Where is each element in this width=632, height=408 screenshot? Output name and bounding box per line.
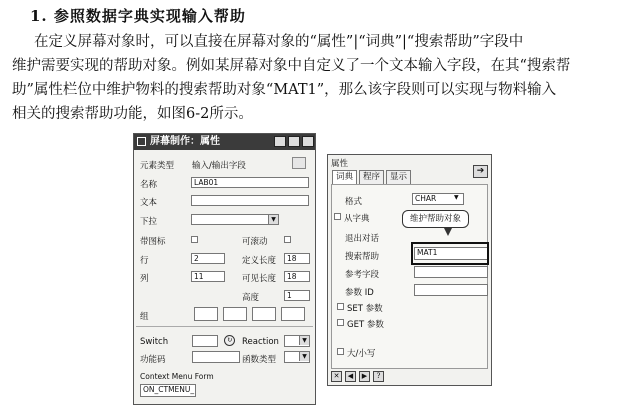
- func-code-field[interactable]: [192, 351, 240, 363]
- context-menu-field[interactable]: ON_CTMENU_: [140, 384, 196, 397]
- callout-pointer: [444, 228, 452, 236]
- maximize-button[interactable]: [288, 136, 300, 147]
- paragraph-line-1: 在定义屏幕对象时，可以直接在屏幕对象的“属性”|“词典”|“搜索帮助”字段中: [34, 34, 524, 50]
- set-param-label: SET 参数: [347, 304, 383, 314]
- ref-field-label: 参考字段: [345, 270, 380, 280]
- set-param-checkbox[interactable]: [337, 303, 344, 310]
- search-help-label: 搜索帮助: [345, 252, 380, 262]
- close-icon[interactable]: ✕: [331, 371, 342, 382]
- tab-dictionary[interactable]: 词典: [332, 170, 357, 185]
- text-label: 文本: [140, 198, 158, 208]
- group-label: 组: [140, 312, 149, 322]
- screen-painter-attributes-dialog: [133, 133, 316, 405]
- format-label: 格式: [345, 197, 363, 207]
- row-label: 行: [140, 256, 149, 266]
- chevron-down-icon: ▼: [299, 336, 309, 345]
- switch-label: Switch: [140, 337, 169, 347]
- func-code-label: 功能码: [140, 355, 166, 365]
- reaction-label: Reaction: [242, 337, 279, 347]
- get-param-label: GET 参数: [347, 320, 384, 330]
- section-heading: 1. 参照数据字典实现输入帮助: [30, 7, 246, 25]
- switch-field[interactable]: [192, 335, 218, 347]
- from-dict-checkbox[interactable]: [334, 213, 341, 220]
- group-field-3[interactable]: [252, 307, 276, 321]
- dialog-title-bar[interactable]: [134, 134, 315, 150]
- upper-lower-label: 大/小写: [347, 349, 376, 359]
- group-field-4[interactable]: [281, 307, 305, 321]
- intro-paragraph: [12, 30, 622, 126]
- col-field[interactable]: 11: [191, 271, 225, 282]
- param-id-input[interactable]: [414, 284, 488, 296]
- chevron-down-icon: ▼: [454, 194, 459, 201]
- refresh-icon[interactable]: ↻: [224, 335, 235, 346]
- chevron-down-icon: ▼: [299, 352, 309, 361]
- arrow-left-icon[interactable]: ◀: [345, 371, 356, 382]
- vis-length-label: 可见长度: [242, 274, 277, 284]
- name-label: 名称: [140, 180, 158, 190]
- minimize-button[interactable]: [274, 136, 286, 147]
- func-type-label: 函数类型: [242, 355, 277, 365]
- attributes-header: 属性: [331, 159, 349, 169]
- get-param-checkbox[interactable]: [337, 319, 344, 326]
- group-field-1[interactable]: [194, 307, 218, 321]
- window-icon: [137, 137, 146, 146]
- tab-display[interactable]: 显示: [386, 170, 411, 184]
- arrow-right-icon[interactable]: ➔: [473, 165, 488, 178]
- scrollable-label: 可滚动: [242, 237, 268, 247]
- vis-length-field[interactable]: 18: [284, 271, 310, 282]
- help-icon[interactable]: ?: [373, 371, 384, 382]
- col-label: 列: [140, 274, 149, 284]
- dropdown-select[interactable]: [191, 214, 279, 225]
- element-type-label: 元素类型: [140, 161, 175, 171]
- context-menu-label: Context Menu Form: [140, 372, 214, 381]
- name-field[interactable]: LAB01: [191, 177, 309, 188]
- exit-dialog-label: 退出对话: [345, 234, 380, 244]
- picture-icon[interactable]: [292, 157, 306, 169]
- row-field[interactable]: 2: [191, 253, 225, 264]
- ref-field-input[interactable]: [414, 266, 488, 278]
- search-help-highlight: [411, 242, 489, 265]
- def-length-label: 定义长度: [242, 256, 277, 266]
- divider: [136, 326, 313, 327]
- paragraph-line-3: 助”属性栏位中维护物料的搜索帮助对象“MAT1”，那么该字段则可以实现与物料输入: [12, 82, 557, 98]
- tab-program[interactable]: 程序: [359, 170, 384, 184]
- text-field[interactable]: [191, 195, 309, 206]
- chevron-down-icon: ▼: [268, 215, 278, 224]
- dialog-title: 屏幕制作：属性: [150, 136, 220, 147]
- group-field-2[interactable]: [223, 307, 247, 321]
- callout-bubble: 维护帮助对象: [402, 210, 469, 228]
- def-length-field[interactable]: 18: [284, 253, 310, 264]
- search-help-field[interactable]: MAT1: [414, 247, 488, 260]
- height-label: 高度: [242, 293, 260, 303]
- height-field[interactable]: 1: [284, 290, 310, 301]
- with-icon-label: 带图标: [140, 237, 166, 247]
- upper-lower-checkbox[interactable]: [337, 348, 344, 355]
- arrow-right-icon[interactable]: ▶: [359, 371, 370, 382]
- attributes-dict-dialog: [327, 154, 492, 386]
- with-icon-checkbox[interactable]: [191, 236, 198, 243]
- func-type-select[interactable]: [284, 351, 310, 363]
- reaction-select[interactable]: [284, 335, 310, 347]
- param-id-label: 参数 ID: [345, 288, 374, 298]
- close-button[interactable]: [302, 136, 314, 147]
- from-dict-label: 从字典: [344, 214, 370, 224]
- dropdown-label: 下拉: [140, 217, 158, 227]
- format-select[interactable]: CHAR: [412, 193, 464, 205]
- element-type-value: 输入/输出字段: [192, 161, 246, 171]
- paragraph-line-4: 相关的搜索帮助功能，如图6-2所示。: [12, 106, 253, 122]
- paragraph-line-2: 维护需要实现的帮助对象。例如某屏幕对象中自定义了一个文本输入字段，在其“搜索帮: [12, 58, 571, 74]
- scrollable-checkbox[interactable]: [284, 236, 291, 243]
